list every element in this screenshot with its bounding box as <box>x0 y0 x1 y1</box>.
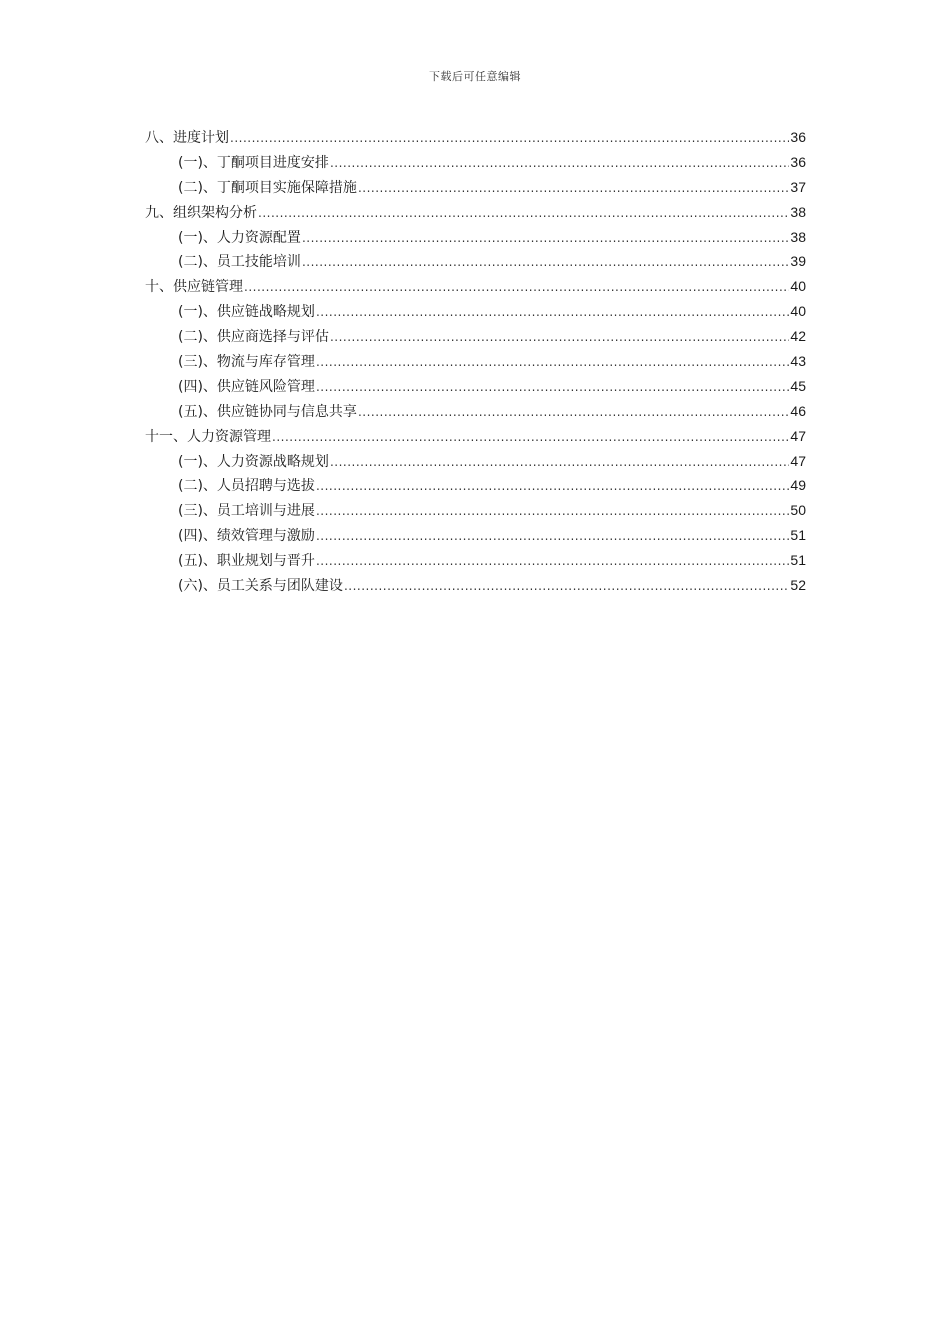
toc-entry-page: 38 <box>790 228 806 245</box>
toc-dot-leader <box>316 351 789 373</box>
toc-entry-page: 36 <box>790 129 806 145</box>
toc-entry[interactable] <box>145 350 806 375</box>
toc-entry[interactable] <box>145 474 806 499</box>
toc-dot-leader <box>258 202 789 224</box>
toc-entry-title: (一)、丁酮项目进度安排 <box>178 154 329 171</box>
toc-entry-page: 51 <box>790 527 806 544</box>
toc-entry[interactable] <box>145 375 806 400</box>
toc-entry-title: (六)、员工关系与团队建设 <box>178 578 343 595</box>
toc-entry-page: 40 <box>790 278 806 295</box>
toc-entry-page: 40 <box>790 303 806 320</box>
toc-dot-leader <box>330 326 789 348</box>
toc-dot-leader <box>316 301 789 323</box>
toc-dot-leader <box>316 525 789 547</box>
toc-entry-page: 47 <box>790 452 806 469</box>
toc-dot-leader <box>244 276 789 298</box>
toc-entry[interactable] <box>145 151 806 176</box>
toc-entry[interactable] <box>145 499 806 524</box>
toc-entry[interactable] <box>145 400 806 425</box>
toc-entry-page: 36 <box>790 153 806 170</box>
toc-entry-title: (一)、供应链战略规划 <box>178 304 315 321</box>
toc-dot-leader <box>230 127 789 149</box>
toc-entry[interactable] <box>145 549 806 574</box>
toc-dot-leader <box>316 376 789 398</box>
toc-entry-page: 51 <box>790 552 806 569</box>
toc-entry[interactable] <box>145 325 806 350</box>
toc-entry-title: (二)、丁酮项目实施保障措施 <box>178 179 357 196</box>
toc-entry[interactable] <box>145 250 806 275</box>
toc-entry[interactable] <box>145 450 806 475</box>
page-header-note: 下载后可任意编辑 <box>429 70 521 83</box>
toc-entry-title: (二)、供应商选择与评估 <box>178 329 329 346</box>
toc-entry[interactable] <box>145 275 806 300</box>
toc-entry-page: 52 <box>790 577 806 594</box>
toc-entry-page: 37 <box>790 178 806 195</box>
toc-entry-title: (一)、人力资源配置 <box>178 229 301 246</box>
toc-entry-title: 八、进度计划 <box>145 130 229 146</box>
toc-entry-title: (二)、员工技能培训 <box>178 254 301 271</box>
toc-entry-page: 50 <box>790 502 806 519</box>
toc-entry-title: (三)、物流与库存管理 <box>178 354 315 371</box>
toc-entry-title: (一)、人力资源战略规划 <box>178 453 329 470</box>
toc-dot-leader <box>302 227 789 249</box>
toc-dot-leader <box>302 251 789 273</box>
toc-entry-page: 47 <box>790 427 806 444</box>
toc-entry-page: 46 <box>790 402 806 419</box>
table-of-contents <box>145 126 806 599</box>
toc-entry-title: (二)、人员招聘与选拔 <box>178 478 315 495</box>
toc-entry[interactable] <box>145 201 806 226</box>
toc-entry-title: 十一、人力资源管理 <box>145 428 271 445</box>
toc-entry[interactable] <box>145 126 806 151</box>
toc-dot-leader <box>358 401 789 423</box>
toc-dot-leader <box>358 177 789 199</box>
toc-dot-leader <box>272 426 789 448</box>
toc-dot-leader <box>330 451 789 473</box>
toc-entry[interactable] <box>145 574 806 599</box>
toc-dot-leader <box>316 475 789 497</box>
toc-dot-leader <box>316 500 789 522</box>
toc-entry-title: (四)、供应链风险管理 <box>178 378 315 395</box>
toc-entry[interactable] <box>145 300 806 325</box>
toc-entry-page: 38 <box>790 203 806 220</box>
toc-entry-page: 42 <box>790 328 806 345</box>
toc-entry-title: (五)、职业规划与晋升 <box>178 553 315 570</box>
toc-entry-page: 43 <box>790 353 806 370</box>
toc-dot-leader <box>330 152 789 174</box>
toc-dot-leader <box>316 550 789 572</box>
toc-entry-page: 45 <box>790 377 806 394</box>
toc-entry[interactable] <box>145 176 806 201</box>
toc-entry-title: 九、组织架构分析 <box>145 204 257 221</box>
toc-entry-page: 49 <box>790 477 806 494</box>
toc-dot-leader <box>344 575 789 597</box>
toc-entry-title: (三)、员工培训与进展 <box>178 503 315 520</box>
toc-entry-page: 39 <box>790 253 806 270</box>
toc-entry-title: (五)、供应链协同与信息共享 <box>178 403 357 420</box>
toc-entry[interactable] <box>145 226 806 251</box>
toc-entry[interactable] <box>145 524 806 549</box>
toc-entry-title: (四)、绩效管理与激励 <box>178 528 315 545</box>
toc-entry[interactable] <box>145 425 806 450</box>
toc-entry-title: 十、供应链管理 <box>145 279 243 296</box>
